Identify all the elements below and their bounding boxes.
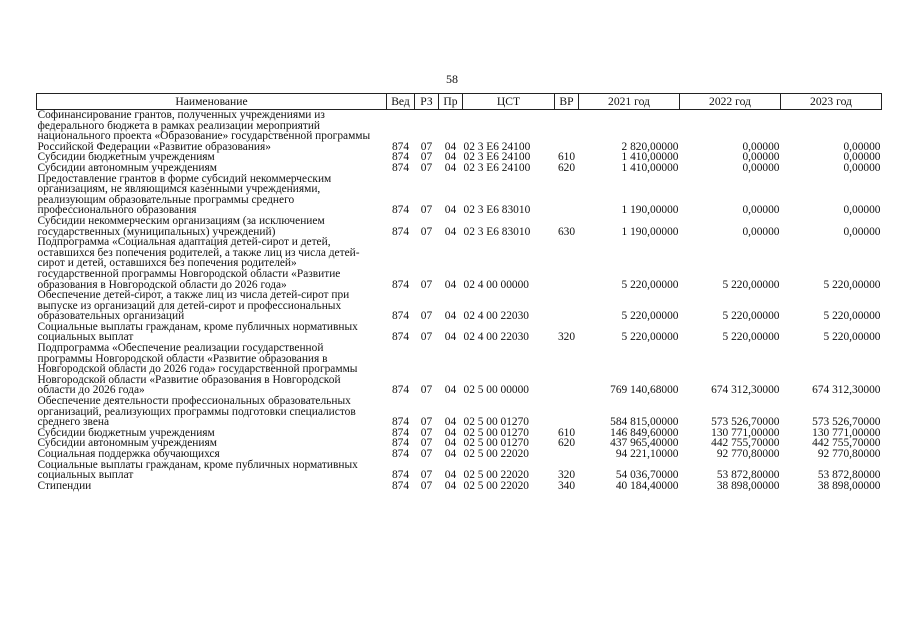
cell-name: Обеспечение деятельности профессиональных образовательных организаций, реализующих программы подготовки специалистов среднего звена [37,395,356,429]
cell-cst: 02 5 00 22020 [463,469,529,482]
header-pr: Пр [439,94,463,110]
cell-name: Подпрограмма «Социальная адаптация детей-сирот и детей, оставшихся без попечения родителей, а также лиц из числа детей-сирот и детей, оставшихся без попечения родителей» государственной программы Новгородской области «Развитие образования в Новгородской области до 2026 года» [37,236,360,291]
cell-2023: 674 312,30000 [812,384,881,397]
cell-cst: 02 3 Е6 24100 [463,151,531,164]
cell-2021: 584 815,00000 [610,416,679,429]
header-row [37,94,882,110]
cell-pr: 04 [444,426,457,439]
cell-cst: 02 5 00 22020 [463,448,529,460]
cell-rz: 07 [420,469,433,482]
cell-2023: 442 755,70000 [812,437,881,450]
cell-pr: 04 [444,469,457,482]
cell-2021: 2 820,00000 [621,140,679,153]
cell-pr: 04 [444,161,457,174]
cell-2023: 0,00000 [843,140,881,153]
cell-name: Обеспечение детей-сирот, а также лиц из числа детей-сирот при выпуске из организаций для детей-сирот и профессиональных образовательных организаций [37,289,350,323]
cell-ved: 874 [391,416,410,429]
cell-name: Субсидии автономным учреждениям [37,161,217,174]
cell-2021: 1 190,00000 [621,204,679,217]
cell-2022: 130 771,00000 [711,426,780,439]
cell-2022: 0,00000 [742,225,780,238]
cell-rz: 07 [420,151,433,164]
header-vr: ВР [555,94,579,110]
cell-2023: 0,00000 [843,225,881,238]
cell-pr: 04 [444,140,457,153]
cell-2023: 0,00000 [843,161,881,174]
header-2022: 2022 год [680,94,781,110]
cell-2022: 0,00000 [742,204,780,217]
table-row [37,163,882,174]
cell-2021: 5 220,00000 [621,331,679,344]
header-ved: Вед [387,94,415,110]
cell-pr: 04 [444,225,457,238]
header-2023: 2023 год [781,94,882,110]
cell-pr: 04 [444,416,457,429]
cell-rz: 07 [420,331,433,344]
cell-2022: 573 526,70000 [711,416,780,429]
cell-name: Софинансирование грантов, полученных учреждениями из федерального бюджета в рамках реализации мероприятий национального проекта «Образование» государственной программы Российской Федерации «Развитие образования» [37,109,371,153]
cell-2022: 92 770,80000 [716,448,780,460]
cell-rz: 07 [420,310,433,323]
cell-ved: 874 [391,331,410,344]
cell-2022: 53 872,80000 [716,469,780,482]
cell-pr: 04 [444,479,457,492]
cell-2022: 5 220,00000 [722,310,780,323]
cell-vr: 320 [557,331,576,344]
cell-rz: 07 [420,479,433,492]
cell-pr: 04 [444,331,457,344]
cell-vr: 630 [557,225,576,238]
header-2021: 2021 год [579,94,680,110]
table-row [37,290,882,322]
cell-name: Подпрограмма «Обеспечение реализации государственной программы Новгородской области «Развитие образования в Новгородской области до 2026 года» государственной программы Новгородской области «Развитие образования в Новгородской области до 2026 года» [37,342,358,397]
cell-vr [555,174,579,216]
cell-cst: 02 3 Е6 24100 [463,140,531,153]
cell-vr [555,396,579,428]
cell-2021: 1 410,00000 [621,161,679,174]
cell-cst: 02 3 Е6 83010 [463,204,531,217]
cell-ved: 874 [391,469,410,482]
table-row [37,216,882,237]
cell-2023: 130 771,00000 [812,426,881,439]
cell-ved: 874 [391,151,410,164]
cell-vr [555,449,579,460]
cell-rz: 07 [420,225,433,238]
cell-cst: 02 4 00 22030 [463,310,529,323]
cell-name: Субсидии автономным учреждениям [37,437,217,450]
cell-cst: 02 5 00 01270 [463,416,529,429]
cell-rz: 07 [420,204,433,217]
table-row [37,174,882,216]
table-row [37,322,882,343]
cell-2021: 94 221,10000 [615,448,679,460]
cell-rz: 07 [420,437,433,450]
cell-2021: 5 220,00000 [621,310,679,323]
cell-ved: 874 [391,225,410,238]
cell-ved: 874 [391,278,410,291]
cell-2023: 0,00000 [843,151,881,164]
cell-vr: 340 [557,479,576,492]
cell-name: Социальные выплаты гражданам, кроме публичных нормативных социальных выплат [37,320,358,344]
cell-cst: 02 5 00 01270 [463,437,529,450]
table-body [37,110,882,492]
cell-cst: 02 5 00 22020 [463,479,529,492]
cell-pr: 04 [444,437,457,450]
cell-pr: 04 [444,448,457,460]
cell-name: Субсидии бюджетным учреждениям [37,426,215,439]
cell-ved: 874 [391,161,410,174]
cell-rz: 07 [420,448,433,460]
cell-2022: 38 898,00000 [716,479,780,492]
cell-vr: 610 [557,151,576,164]
cell-rz: 07 [420,278,433,291]
cell-vr: 620 [557,437,576,450]
cell-2023: 38 898,00000 [817,479,881,492]
header-rz: РЗ [415,94,439,110]
cell-pr: 04 [444,151,457,164]
cell-cst: 02 5 00 00000 [463,384,529,397]
cell-2023: 5 220,00000 [823,331,881,344]
cell-vr: 620 [557,161,576,174]
page-number: 58 [446,72,458,86]
cell-pr: 04 [444,310,457,323]
cell-cst: 02 3 Е6 24100 [463,161,531,174]
cell-ved: 874 [391,310,410,323]
cell-2021: 40 184,40000 [615,479,679,492]
cell-cst: 02 4 00 00000 [463,278,529,291]
cell-pr: 04 [444,384,457,397]
cell-2021: 5 220,00000 [621,278,679,291]
cell-name: Предоставление грантов в форме субсидий некоммерческим организациям, не являющимся казенными учреждениями, реализующим образовательные программы среднего профессионального образования [37,172,332,217]
cell-pr: 04 [444,204,457,217]
cell-2022: 0,00000 [742,151,780,164]
cell-ved: 874 [391,426,410,439]
cell-2021: 1 190,00000 [621,225,679,238]
cell-ved: 874 [391,384,410,397]
cell-rz: 07 [420,416,433,429]
header-cst: ЦСТ [463,94,555,110]
cell-2023: 5 220,00000 [823,278,881,291]
cell-vr [555,290,579,322]
table-row [37,110,882,153]
cell-name: Стипендии [37,479,92,492]
cell-name: Субсидии некоммерческим организациям (за исключением государственных (муниципальных) учреждений) [37,214,325,238]
cell-2022: 442 755,70000 [711,437,780,450]
cell-2021: 437 965,40000 [610,437,679,450]
cell-rz: 07 [420,384,433,397]
table-row [37,449,882,460]
table-row [37,396,882,428]
cell-ved: 874 [391,448,410,460]
budget-table [36,93,882,491]
table-row [37,460,882,481]
cell-2021: 54 036,70000 [615,469,679,482]
cell-2022: 5 220,00000 [722,278,780,291]
cell-rz: 07 [420,426,433,439]
cell-2022: 5 220,00000 [722,331,780,344]
cell-2023: 53 872,80000 [817,469,881,482]
cell-2023: 92 770,80000 [817,448,881,460]
cell-vr [555,343,579,396]
cell-ved: 874 [391,204,410,217]
cell-cst: 02 5 00 01270 [463,426,529,439]
cell-cst: 02 3 Е6 83010 [463,225,531,238]
cell-2021: 769 140,68000 [610,384,679,397]
cell-ved: 874 [391,140,410,153]
cell-vr [555,237,579,290]
table-row [37,237,882,290]
table-row [37,481,882,492]
cell-2022: 674 312,30000 [711,384,780,397]
cell-vr: 610 [557,426,576,439]
cell-2021: 146 849,60000 [610,426,679,439]
table-row [37,343,882,396]
cell-2023: 0,00000 [843,204,881,217]
cell-2022: 0,00000 [742,140,780,153]
cell-ved: 874 [391,437,410,450]
cell-2023: 573 526,70000 [812,416,881,429]
cell-2022: 0,00000 [742,161,780,174]
cell-vr: 320 [557,469,576,482]
cell-2021: 1 410,00000 [621,151,679,164]
cell-pr: 04 [444,278,457,291]
cell-vr [555,110,579,153]
cell-name: Субсидии бюджетным учреждениям [37,151,215,164]
cell-name: Социальная поддержка обучающихся [37,448,220,460]
cell-cst: 02 4 00 22030 [463,331,529,344]
cell-2023: 5 220,00000 [823,310,881,323]
cell-ved: 874 [391,479,410,492]
cell-name: Социальные выплаты гражданам, кроме публичных нормативных социальных выплат [37,458,358,482]
header-name: Наименование [37,94,387,110]
cell-rz: 07 [420,161,433,174]
cell-rz: 07 [420,140,433,153]
